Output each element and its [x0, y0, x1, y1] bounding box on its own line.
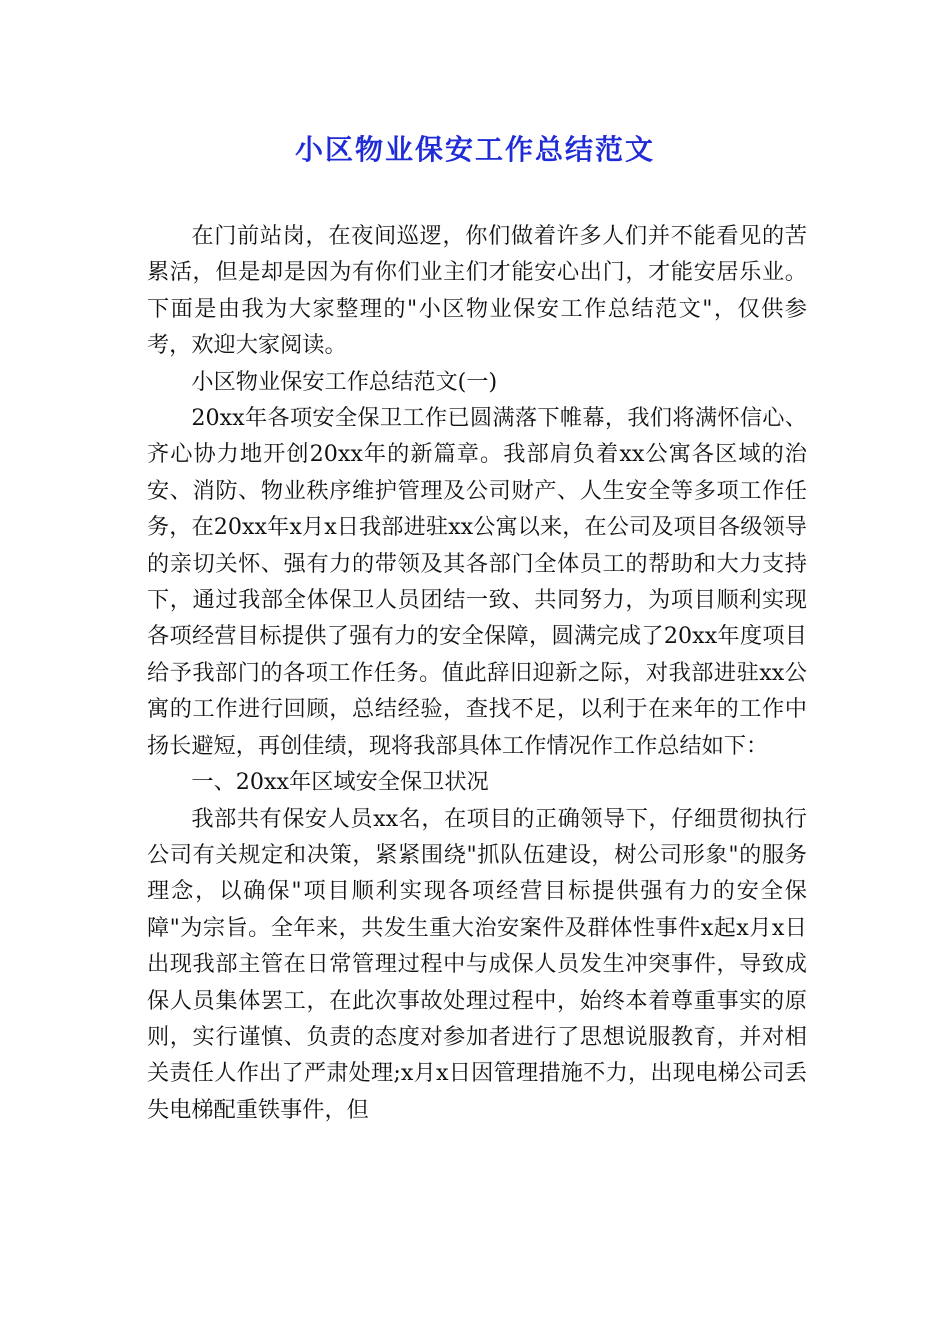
section-heading: 小区物业保安工作总结范文(一) — [191, 368, 498, 395]
document-body — [147, 218, 807, 1128]
body-paragraph: 我部共有保安人员xx名，在项目的正确领导下，仔细贯彻执行公司有关规定和决策，紧紧围绕"抓队伍建设，树公司形象"的服务理念，以确保"项目顺利实现各项经营目标提供强有力的安全保障"为宗旨。全年来，共发生重大治安案件及群体性事件x起x月x日出现我部主管在日常管理过程中与成保人员发生冲突事件，导致成保人员集体罢工，在此次事故处理过程中，始终本着尊重事实的原则，实行谨慎、负责的态度对参加者进行了思想说服教育，并对相关责任人作出了严肃处理;x月x日因管理措施不力，出现电梯公司丢失电梯配重铁事件，但 — [147, 805, 807, 1123]
subsection-heading: 一、20xx年区域安全保卫状况 — [191, 769, 489, 796]
body-paragraph: 20xx年各项安全保卫工作已圆满落下帷幕，我们将满怀信心、齐心协力地开创20xx年的新篇章。我部肩负着xx公寓各区域的治安、消防、物业秩序维护管理及公司财产、人生安全等多项工作任务，在20xx年x月x日我部进驻xx公寓以来，在公司及项目各级领导的亲切关怀、强有力的带领及其各部门全体员工的帮助和大力支持下，通过我部全体保卫人员团结一致、共同努力，为项目顺利实现各项经营目标提供了强有力的安全保障，圆满完成了20xx年度项目给予我部门的各项工作任务。值此辞旧迎新之际，对我部进驻xx公寓的工作进行回顾，总结经验，查找不足，以利于在来年的工作中扬长避短，再创佳绩，现将我部具体工作情况作工作总结如下： — [147, 405, 807, 759]
intro-paragraph: 在门前站岗，在夜间巡逻，你们做着许多人们并不能看见的苦累活，但是却是因为有你们业主们才能安心出门，才能安居乐业。下面是由我为大家整理的"小区物业保安工作总结范文"，仅供参考，欢迎大家阅读。 — [147, 223, 807, 359]
document-title: 小区物业保安工作总结范文 — [294, 133, 655, 166]
